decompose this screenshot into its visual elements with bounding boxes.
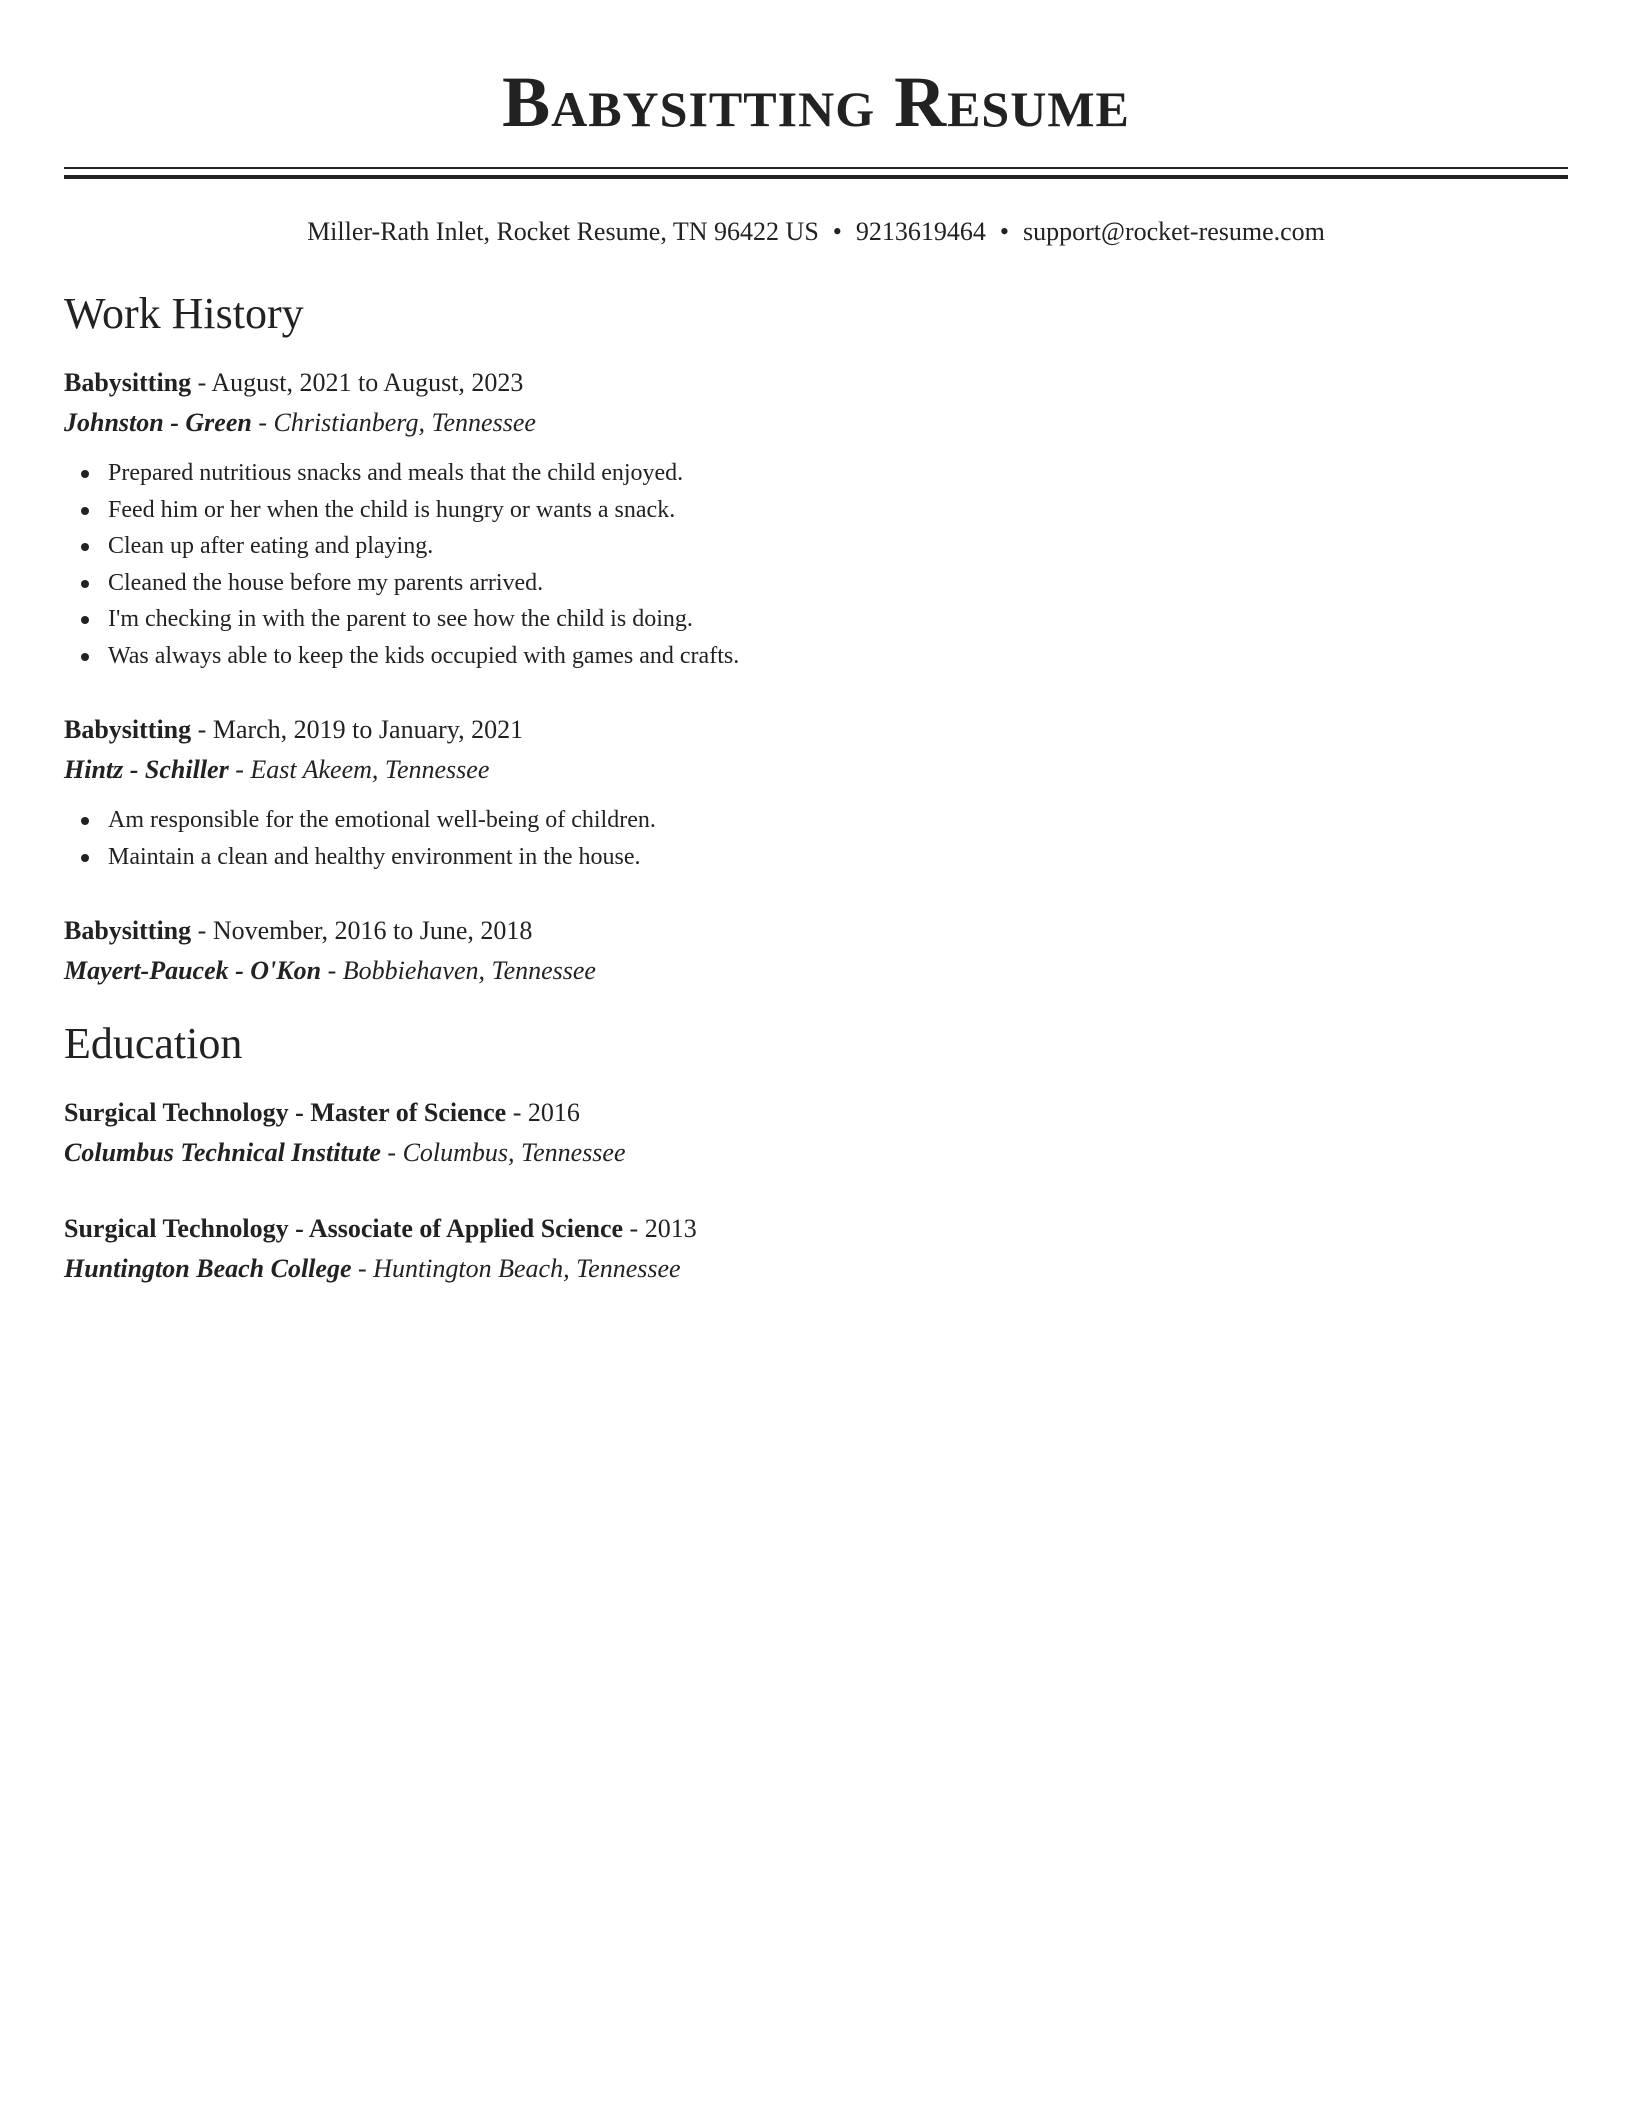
- contact-separator: •: [832, 217, 842, 246]
- education-school-line: Columbus Technical Institute - Columbus, Tennessee: [64, 1138, 626, 1167]
- job-employer-line: Mayert-Paucek - O'Kon - Bobbiehaven, Tennessee: [64, 956, 596, 985]
- job-header: Babysitting - August, 2021 to August, 2023: [64, 368, 524, 397]
- resume-page: [64, 0, 1568, 1289]
- job-entry: [64, 911, 1568, 991]
- education-entry: [64, 1209, 1568, 1289]
- job-location: East Akeem, Tennessee: [250, 755, 490, 784]
- job-bullet: Feed him or her when the child is hungry or wants a snack.: [108, 492, 1568, 529]
- job-header: Babysitting - March, 2019 to January, 2021: [64, 715, 524, 744]
- job-location: Bobbiehaven, Tennessee: [342, 956, 596, 985]
- job-dates: November, 2016 to June, 2018: [212, 916, 533, 945]
- contact-address: Miller-Rath Inlet, Rocket Resume, TN 96422 US: [307, 217, 819, 246]
- job-employer-line: Johnston - Green - Christianberg, Tennessee: [64, 408, 536, 437]
- job-location: Christianberg, Tennessee: [273, 408, 536, 437]
- job-header: Babysitting - November, 2016 to June, 2018: [64, 916, 533, 945]
- education-school: Huntington Beach College: [64, 1254, 352, 1283]
- education-location: Columbus, Tennessee: [402, 1138, 626, 1167]
- job-bullet: Am responsible for the emotional well-being of children.: [108, 802, 1568, 839]
- contact-line: [64, 215, 1568, 249]
- education-entry: [64, 1093, 1568, 1173]
- work-history-heading: Work History: [64, 289, 304, 338]
- education-school: Columbus Technical Institute: [64, 1138, 381, 1167]
- education-degree: Surgical Technology - Associate of Applied Science: [64, 1214, 624, 1243]
- job-employer: Mayert-Paucek - O'Kon: [64, 956, 322, 985]
- education-year: 2016: [527, 1098, 580, 1127]
- education-header: Surgical Technology - Associate of Applied Science - 2013: [64, 1214, 697, 1243]
- title-divider-thin: [64, 167, 1568, 169]
- job-bullet: Clean up after eating and playing.: [108, 528, 1568, 565]
- job-bullet: Prepared nutritious snacks and meals that the child enjoyed.: [108, 455, 1568, 492]
- job-employer: Hintz - Schiller: [64, 755, 229, 784]
- job-position: Babysitting: [64, 715, 192, 744]
- education-school-line: Huntington Beach College - Huntington Beach, Tennessee: [64, 1254, 681, 1283]
- job-employer-line: Hintz - Schiller - East Akeem, Tennessee: [64, 755, 490, 784]
- job-employer: Johnston - Green: [64, 408, 252, 437]
- education-degree: Surgical Technology - Master of Science: [64, 1098, 507, 1127]
- resume-title: Babysitting Resume: [502, 62, 1130, 142]
- job-bullet: I'm checking in with the parent to see how the child is doing.: [108, 601, 1568, 638]
- job-bullet: Maintain a clean and healthy environment in the house.: [108, 839, 1568, 876]
- contact-email: support@rocket-resume.com: [1023, 217, 1325, 246]
- job-dates: March, 2019 to January, 2021: [212, 715, 524, 744]
- job-bullet: Was always able to keep the kids occupied with games and crafts.: [108, 638, 1568, 675]
- job-entry: [64, 363, 1568, 674]
- education-year: 2013: [644, 1214, 697, 1243]
- contact-phone: 9213619464: [855, 217, 986, 246]
- title-divider-thick: [64, 175, 1568, 179]
- job-entry: [64, 710, 1568, 875]
- education-location: Huntington Beach, Tennessee: [373, 1254, 681, 1283]
- job-position: Babysitting: [64, 368, 192, 397]
- job-position: Babysitting: [64, 916, 192, 945]
- job-bullets: [64, 802, 1568, 875]
- job-bullet: Cleaned the house before my parents arrived.: [108, 565, 1568, 602]
- job-bullets: [64, 455, 1568, 674]
- education-heading: Education: [64, 1019, 243, 1068]
- job-dates: August, 2021 to August, 2023: [211, 368, 524, 397]
- education-header: Surgical Technology - Master of Science - 2016: [64, 1098, 580, 1127]
- contact-separator: •: [999, 217, 1009, 246]
